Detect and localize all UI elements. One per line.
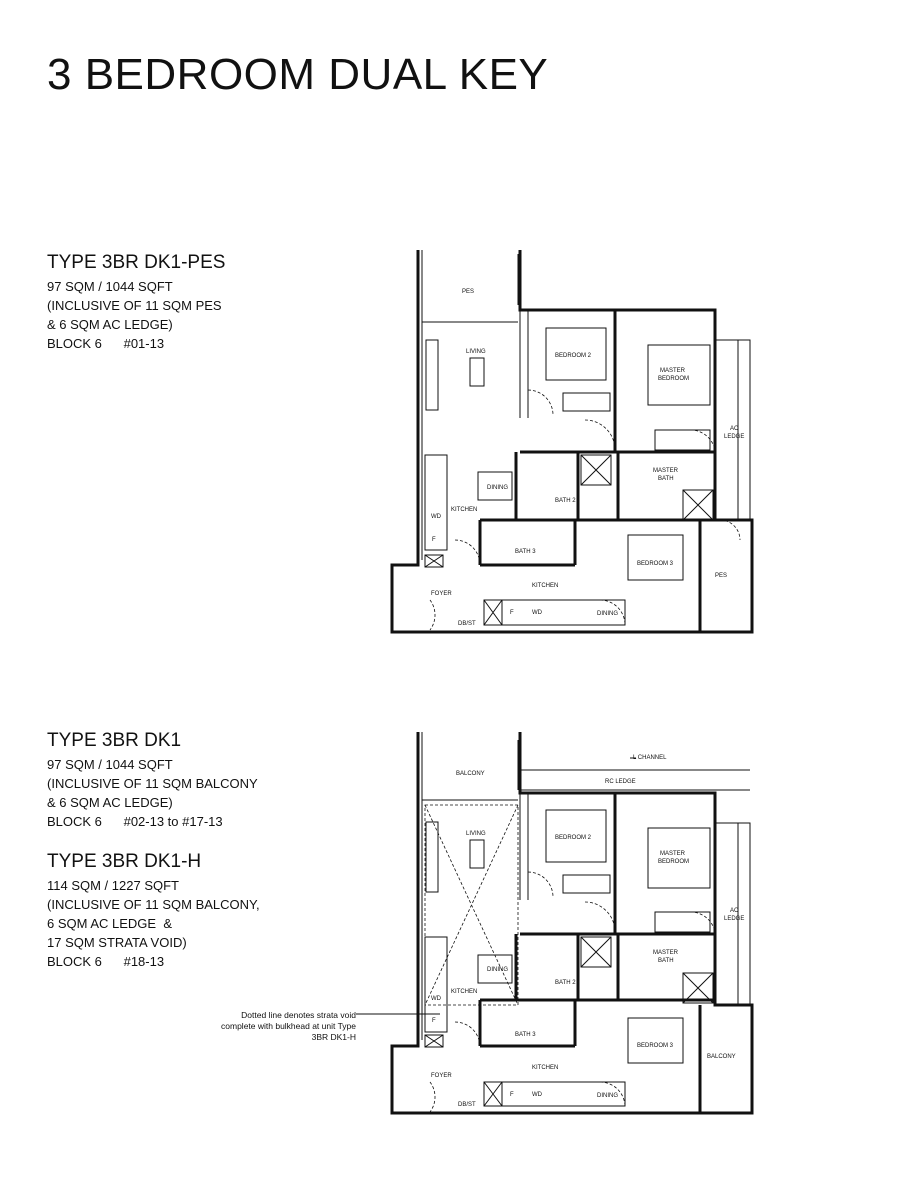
- room-label: BEDROOM 2: [555, 353, 592, 359]
- unit-detail-line: 6 SQM AC LEDGE &: [47, 916, 172, 931]
- unit-type-heading: TYPE 3BR DK1-PES: [47, 252, 226, 273]
- room-label: PES: [462, 289, 475, 295]
- unit-detail-line: & 6 SQM AC LEDGE): [47, 317, 173, 332]
- room-label: DINING: [597, 611, 618, 617]
- room-label: AC: [730, 908, 739, 914]
- room-label: LEDGE: [724, 434, 745, 440]
- unit-detail-line: 97 SQM / 1044 SQFT: [47, 279, 173, 294]
- room-label: F: [510, 610, 514, 616]
- room-label: BATH 2: [555, 498, 576, 504]
- room-label: BATH 2: [555, 980, 576, 986]
- unit-detail-line: & 6 SQM AC LEDGE): [47, 795, 173, 810]
- room-label: LEDGE: [724, 916, 745, 922]
- unit-detail-line: (INCLUSIVE OF 11 SQM PES: [47, 298, 222, 313]
- room-label: BATH 3: [515, 549, 536, 555]
- room-label: BEDROOM: [658, 859, 690, 865]
- room-label: MASTER: [660, 368, 686, 374]
- room-label: AC: [730, 426, 739, 432]
- page-title: 3 BEDROOM DUAL KEY: [47, 50, 549, 99]
- room-label: DINING: [487, 485, 508, 491]
- unit-detail-line: (INCLUSIVE OF 11 SQM BALCONY,: [47, 897, 260, 912]
- unit-detail-line: 114 SQM / 1227 SQFT: [47, 878, 179, 893]
- unit-detail-line: BLOCK 6 #18-13: [47, 954, 165, 969]
- room-label: BEDROOM 3: [637, 1043, 674, 1049]
- room-label: DINING: [597, 1093, 618, 1099]
- unit-detail-line: 17 SQM STRATA VOID): [47, 935, 187, 950]
- room-label: KITCHEN: [532, 1065, 559, 1071]
- unit-type-heading: TYPE 3BR DK1-H: [47, 851, 202, 872]
- unit-detail-line: (INCLUSIVE OF 11 SQM BALCONY: [47, 776, 258, 791]
- room-label: KITCHEN: [451, 507, 478, 513]
- room-label: BALCONY: [707, 1054, 736, 1060]
- room-label: L CHANNEL: [633, 755, 667, 761]
- room-label: FOYER: [431, 1073, 452, 1079]
- room-label: KITCHEN: [451, 989, 478, 995]
- room-label: BEDROOM: [658, 376, 690, 382]
- room-label: FOYER: [431, 591, 452, 597]
- room-label: KITCHEN: [532, 583, 559, 589]
- room-label: BEDROOM 2: [555, 835, 592, 841]
- unit-detail-line: BLOCK 6 #01-13: [47, 336, 165, 351]
- room-label: MASTER: [653, 950, 679, 956]
- unit-type-heading: TYPE 3BR DK1: [47, 730, 182, 751]
- room-label: BATH 3: [515, 1032, 536, 1038]
- room-label: MASTER: [653, 468, 679, 474]
- room-label: PES: [715, 573, 728, 579]
- room-label: BATH: [658, 476, 674, 482]
- room-label: DINING: [487, 967, 508, 973]
- room-label: WD: [431, 996, 441, 1002]
- room-label: WD: [431, 514, 441, 520]
- floor-plan-dk1-pes: [392, 250, 752, 632]
- room-label: WD: [532, 1092, 542, 1098]
- strata-void-note: Dotted line denotes strata void complete with bulkhead at unit Type 3BR DK1-H: [221, 1010, 356, 1042]
- unit-detail-line: BLOCK 6 #02-13 to #17-13: [47, 814, 223, 829]
- room-label: RC LEDGE: [605, 779, 636, 785]
- room-label: WD: [532, 610, 542, 616]
- room-label: BEDROOM 3: [637, 561, 674, 567]
- room-label: F: [432, 1018, 436, 1024]
- room-label: LIVING: [466, 831, 486, 837]
- floor-plan-dk1: [356, 732, 752, 1113]
- room-label: MASTER: [660, 851, 686, 857]
- room-label: BALCONY: [456, 771, 485, 777]
- room-label: LIVING: [466, 349, 486, 355]
- room-label: DB/ST: [458, 621, 476, 627]
- unit-detail-line: 97 SQM / 1044 SQFT: [47, 757, 173, 772]
- room-label: BATH: [658, 958, 674, 964]
- room-label: DB/ST: [458, 1102, 476, 1108]
- room-label: F: [432, 537, 436, 543]
- room-label: F: [510, 1092, 514, 1098]
